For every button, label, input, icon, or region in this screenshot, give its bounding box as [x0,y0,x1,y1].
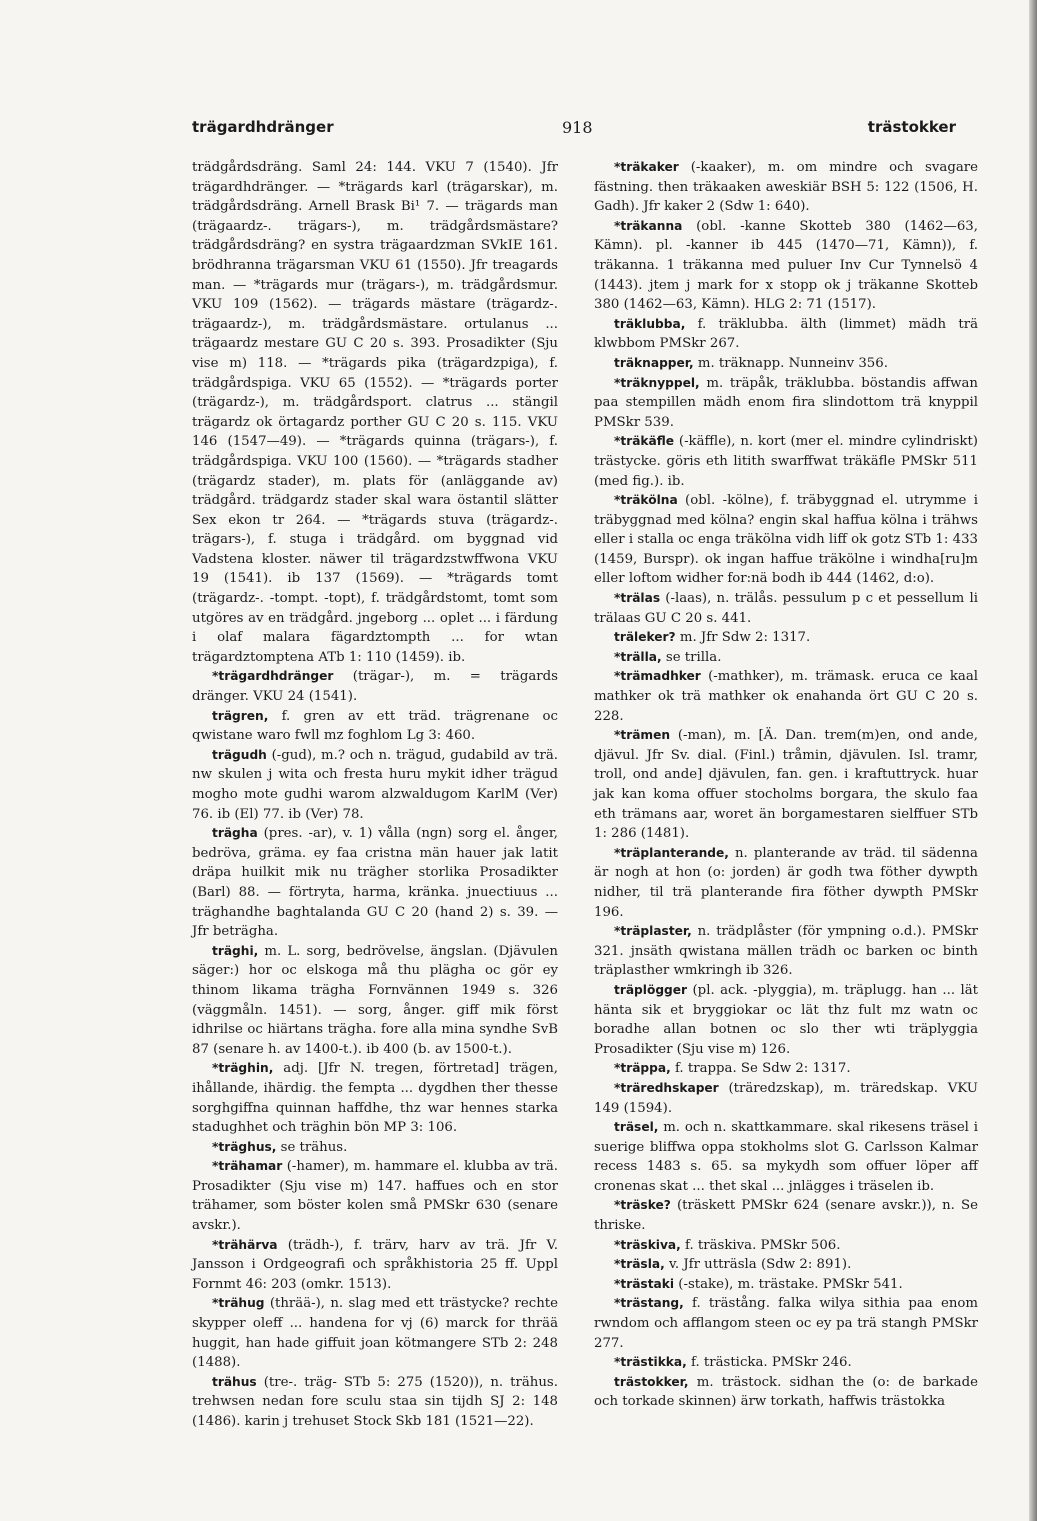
entry-headword: *träghin, [212,1061,274,1076]
dictionary-entry [594,158,978,217]
dictionary-entry [594,1196,978,1235]
entry-headword: *träknyppel, [614,375,700,390]
entry-text: n. trädplåster (för ympning o.d.). PMSkr 321. jnsäth qwistana mällen trädh oc barken oc binth träplasther wmkringh ib 326. [594,924,978,979]
running-header [192,118,982,142]
entry-text: f. träklubba. älth (limmet) mädh trä klwbbom PMSkr 267. [594,316,978,352]
entry-headword: träleker? [614,630,676,645]
entry-text: (-hamer), m. hammare el. klubba av trä. Prosadikter (Sju vise m) 147. haffues och en stor trähamer, som böster kolen små PMSkr 630 (senare avskr.). [192,1159,558,1234]
dictionary-entry [594,667,978,726]
entry-text: m. trästock. sidhan the (o: de barkade och torkade skinnen) ärw torkath, haffwis trästokka [594,1374,978,1410]
dictionary-entry [192,1236,558,1295]
entry-headword: *träkäfle [614,434,675,449]
dictionary-entry [192,158,558,667]
entry-headword: träknapper, [614,355,694,370]
entry-headword: trägudh [212,747,267,762]
entry-headword: träsel, [614,1120,659,1135]
entry-headword: *träkölna [614,493,678,508]
entry-headword: *träppa, [614,1061,671,1076]
entry-text: (obl. -kanne Skotteb 380 (1462—63, Kämn). pl. -kanner ib 445 (1470—71, Kämn)), f. träkanna. 1 träkanna med puluer Inv Cur Tynnelsö 4 (1443). jtem j mark for x stopp ok j träkanne Skotteb 380 (1462—63, Kämn). HLG 2: 71 (1517). [594,218,978,313]
entry-text: (obl. -kölne), f. träbyggnad el. utrymme i träbyggnad med kölna? engin skal haffua kölna i trähws eller i stalla oc enga träkölna vidh liff ok gotz STb 1: 433 (1459, Burspr). ok ingan haffue träkölne i windha[ru]m eller loftom widher for:nä bodh ib 444 (1462, d:o). [594,493,978,587]
entry-text: (träskett PMSkr 624 (senare avskr.)), n. Se thriske. [594,1198,978,1234]
entry-text: (-käffle), n. kort (mer el. mindre cylindriskt) trästycke. göris eth litith swarffwat träkäfle PMSkr 511 (med fig.). ib. [594,434,978,489]
entry-text: (pl. ack. -plyggia), m. träplugg. han ... lät hänta sik et bryggiokar oc lät thz fult mz watn oc boradhe allan botnen oc slo ther wti träplyggia Prosadikter (Sju vise m) 126. [594,982,978,1057]
dictionary-entry [594,1294,978,1353]
entry-headword: *träkaker [614,160,679,174]
entry-headword: trägha [212,826,258,841]
entry-text: m. träknapp. Nunneinv 356. [693,355,888,371]
dictionary-entry [192,942,558,1060]
entry-text: (-stake), m. trästake. PMSkr 541. [674,1276,903,1292]
entry-text: se trilla. [661,649,722,665]
entry-headword: *träghus, [212,1139,277,1154]
entry-text: (-man), m. [Ä. Dan. trem(m)en, ond ande, djävul. Jfr Sv. dial. (Finl.) tråmin, djävulen. Isl. tramr, troll, ond ande] djävulen, fan. gen. i kraftuttryck. huar jak kan koma offuer stocholms borgara, the skulo faa eth trämans aar, woret än borgamestaren sielffuer STb 1: 286 (1481). [594,728,978,842]
entry-text: v. Jfr utträsla (Sdw 2: 891). [664,1257,852,1273]
entry-headword: *trälla, [614,649,662,664]
entry-headword: *träske? [614,1198,671,1213]
dictionary-entry [594,1353,978,1373]
dictionary-entry [594,589,978,628]
dictionary-entry [594,1255,978,1275]
entry-text: (-kaaker), m. om mindre och svagare fästning. then träkaaken aweskiär BSH 5: 122 (1506, H. Gadh). Jfr kaker 2 (Sdw 1: 640). [594,160,978,215]
entry-text: n. planterande av träd. til sädenna är nogh at hon (o: jorden) är godh twa föther dywpth nidher, til trä planterande fira föther dywpth PMSkr 196. [594,845,978,920]
entry-headword: *trälas [614,591,661,606]
entry-headword: trähus [212,1374,257,1389]
entry-headword: *träplaster, [614,924,692,939]
entry-text: f. trästång. falka wilya sithia paa enom rwndom och afflangom steen oc ey pa trä stangh PMSkr 277. [594,1296,978,1351]
entry-headword: *trähärva [212,1237,278,1252]
entry-text: (thrää-), n. slag med ett trästycke? rechte skypper oleff ... handena for vj (6) marck for thrää huggit, han hade giffuit joan kötmangere STb 2: 248 (1488). [192,1296,558,1371]
dictionary-entry [192,1059,558,1137]
entry-headword: träklubba, [614,316,686,331]
left-column [192,158,558,1432]
dictionary-entry [594,726,978,844]
entry-headword: *träkanna [614,218,683,233]
entry-headword: *trähug [212,1296,265,1311]
entry-text: adj. [Jfr N. tregen, förtretad] trägen, ihållande, ihärdig. the fempta ... dygdhen ther thesse sorghgiffna quinnan haffdhe, thz war hennes starka stadughhet och träghin bön MP 3: 106. [192,1061,558,1136]
entry-text: (trädh-), f. trärv, harv av trä. Jfr V. Jansson i Ordgeografi och språkhistoria 25 ff. Uppl Fornmt 46: 203 (omkr. 1513). [192,1237,558,1292]
entry-text: (träredzskap), m. träredskap. VKU 149 (1594). [594,1080,978,1116]
dictionary-entry [594,844,978,922]
entry-text: (-mathker), m. trämask. eruca ce kaal mathker ok trä mathker ok enahanda ört GU C 20 s. 228. [594,669,978,724]
dictionary-entry [192,746,558,824]
dictionary-entry [594,628,978,648]
page-number: 918 [562,118,593,137]
entry-text: (-laas), n. trälås. pessulum p c et pessellum li trälaas GU C 20 s. 441. [594,591,978,626]
dictionary-entry [594,648,978,668]
entry-headword: trästokker, [614,1374,689,1389]
entry-headword: *trähamar [212,1159,283,1174]
entry-headword: träghi, [212,943,259,958]
right-column [594,158,978,1412]
dictionary-entry [192,1157,558,1235]
header-first-headword: trägardhdränger [192,118,334,136]
entry-text: m. och n. skattkammare. skal rikesens träsel i suerige bliffwa oppa stokholms slot G. Carlsson Kalmar recess 1483 s. 65. sa mykydh som offuer löper aff cronenas skat ... thet skal ... jnlägges i träselen ib. [594,1120,978,1194]
entry-headword: *trämen [614,728,671,743]
dictionary-entry [594,1275,978,1295]
entry-headword: *trämadhker [614,669,701,684]
dictionary-entry [594,1373,978,1412]
entry-headword: *trägardhdränger [212,669,334,684]
dictionary-entry [594,354,978,374]
entry-text: (pres. -ar), v. 1) vålla (ngn) sorg el. ånger, bedröva, gräma. ey faa cristna män hauer jak latit dräpa huilkit mik nu trägher storlika Prosadikter (Barl) 88. — förtryta, harma, kränka. jnuectiuus ... träghandhe baghtalanda GU C 20 (hand 2) s. 39. — Jfr beträgha. [192,826,558,940]
dictionary-entry [192,1373,558,1432]
entry-text: m. träpåk, träklubba. böstandis affwan paa stempillen mädh enom fira slindottom trä knyppil PMSkr 539. [594,375,978,430]
entry-headword: *träsla, [614,1257,665,1272]
dictionary-entry [594,1118,978,1196]
entry-text: f. trappa. Se Sdw 2: 1317. [670,1061,851,1077]
entry-text: se trähus. [276,1139,348,1155]
dictionary-entry [594,1079,978,1118]
dictionary-entry [192,707,558,746]
entry-headword: *trästang, [614,1296,684,1311]
entry-headword: träplögger [614,982,688,997]
entry-headword: trägren, [212,708,269,723]
entry-text: m. Jfr Sdw 2: 1317. [675,630,811,646]
dictionary-entry [594,1059,978,1079]
dictionary-entry [594,981,978,1059]
entry-text: (trägar-), m. = trägards dränger. VKU 24 (1541). [192,669,558,705]
dictionary-entry [192,1294,558,1372]
header-last-headword: trästokker [867,118,956,136]
dictionary-entry [192,1138,558,1158]
entry-text: f. trästicka. PMSkr 246. [686,1355,852,1371]
dictionary-entry [594,1236,978,1256]
entry-headword: *trästikka, [614,1355,687,1370]
entry-text: m. L. sorg, bedrövelse, ängslan. (Djävulen säger:) hor oc elskoga må thu plägha oc gör ey thinom likama trägha Fornvännen 1949 s. 326 (väggmåln. 1451). — sorg, ånger. giff mik först idhrilse oc hiärtans trägha. fore alla mina syndhe SvB 87 (senare h. av 1400-t.). ib 400 (b. av 1500-t.). [192,943,558,1057]
dictionary-entry [192,667,558,706]
entry-headword: *trästaki [614,1276,675,1291]
dictionary-entry [594,491,978,589]
dictionary-entry [594,217,978,315]
entry-headword: *träskiva, [614,1237,681,1252]
page-edge [1029,0,1037,1521]
entry-headword: *träredhskaper [614,1080,719,1095]
entry-text: f. gren av ett träd. trägrenane oc qwistane waro fwll mz foghlom Lg 3: 460. [192,708,558,744]
dictionary-entry [594,374,978,433]
dictionary-entry [594,922,978,981]
entry-text: trädgårdsdräng. Saml 24: 144. VKU 7 (1540). Jfr trägardhdränger. — *trägards karl (trägarskar), m. trädgårdsdräng. Arnell Brask Bi¹ 7. — trägards man (trägaardz-. trägars-), m. trädgårdsmästare? trädgårdsdräng? en systra trägaardzman SVkIE 161. brödhranna trägarsman VKU 61 (1550). Jfr treagards man. — *trägards mur (trägars-), m. trädgårdsmur. VKU 109 (1562). — trägards mästare (trägardz-. trägaardz-), m. trädgårdsmästare. ortulanus ... trägaardz mestare GU C 20 s. 393. Prosadikter (Sju vise m) 118. — *trägards pika (trägardzpiga), f. trädgårdspiga. VKU 65 (1552). — *trägards porter (trägardz-), m. trädgårdsport. clatrus ... stängil trägardz ok örtagardz porther GU C 20 s. 115. VKU 146 (1547—49). — *trägards quinna (trägars-), f. trädgårdspiga. VKU 100 (1560). — *trägards stadher (trägardz stader), m. plats för (anläggande av) trädgård. trädgardz stader skal wara östantil slätter Sex ekon tr 264. — *trägards stuva (trägardz-. trägars-), f. stuga i trädgård. om byggnad vid Vadstena kloster. näwer til trägardzstwffwona VKU 19 (1541). ib 137 (1569). — *trägards tomt (trägardz-. -tompt. -topt), f. trädgårdstomt, tomt som utgöres av en trädgård. jngeborg ... oplet ... i färdung i olaf malara fägardztompth ... for wtan trägardztomptena ATb 1: 110 (1459). ib. [192,160,558,665]
entry-text: (-gud), m.? och n. trägud, gudabild av trä. nw skulen j wita och fresta huru mykit idher trägud mogho mote gudhi warom alzwaldugom KarlM (Ver) 76. ib (El) 77. ib (Ver) 78. [192,747,558,822]
dictionary-entry [594,315,978,354]
entry-text: (tre-. träg- STb 5: 275 (1520)), n. trähus. trehwsen nedan fore sculu staa sin tijdh SJ 2: 148 (1486). karin j trehuset Stock Skb 181 (1521—22). [192,1374,558,1429]
entry-text: f. träskiva. PMSkr 506. [680,1237,841,1253]
dictionary-entry [594,432,978,491]
dictionary-entry [192,824,558,942]
entry-headword: *träplanterande, [614,845,729,860]
